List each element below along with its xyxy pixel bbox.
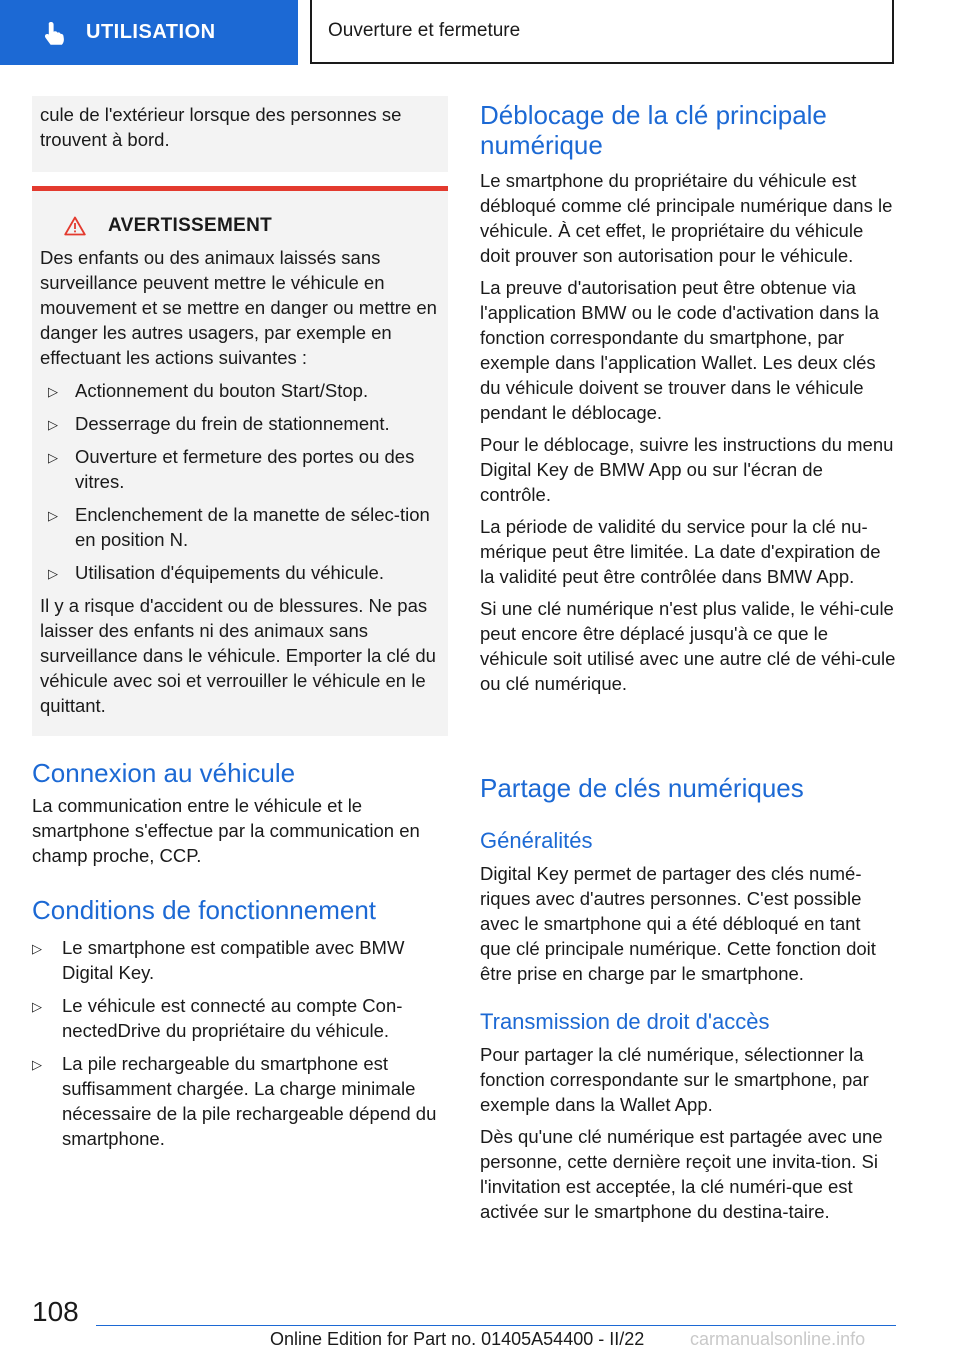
section-title: UTILISATION <box>86 21 216 43</box>
warning-header <box>40 215 440 237</box>
list-item: ▷ Utilisation d'équipements du véhicule. <box>48 562 384 583</box>
partage-section <box>480 773 896 1224</box>
chapter-header <box>310 0 894 64</box>
connexion-section <box>32 758 448 868</box>
paragraph: Le smartphone du propriétaire du véhicule est débloqué comme clé principale numérique dans le véhicule. À cet effet, le propriétaire du véhicule doit prouver son autorisation pour le véhicule. <box>480 170 893 266</box>
hand-pointer-icon <box>40 19 68 47</box>
warning-list <box>40 378 440 585</box>
list-item: ▷ Ouverture et fermeture des portes ou des vitres. <box>48 446 415 492</box>
transmission-heading: Transmission de droit d'accès <box>480 1009 770 1034</box>
chapter-title: Ouverture et fermeture <box>328 20 521 41</box>
generalites-text: Digital Key permet de partager des clés numé-riques avec d'autres personnes. C'est possible avec le smartphone qui a été débloqué en tant que clé principale numérique. Cette fonction doit être prise en charge par le smartphone. <box>480 863 876 984</box>
page-number: 108 <box>32 1296 79 1327</box>
paragraph: Pour partager la clé numérique, sélectionner la fonction correspondante sur le smartphone, par exemple dans la Wallet App. <box>480 1044 869 1115</box>
partage-heading: Partage de clés numériques <box>480 773 804 803</box>
paragraph: La preuve d'autorisation peut être obtenue via l'application BMW ou le code d'activation dans la fonction correspondante du smartphone, par exemple dans l'application Wallet. Les deux clés du véhicule doivent se trouver dans le véhicule pendant le déblocage. <box>480 277 879 423</box>
paragraph: Pour le déblocage, suivre les instructions du menu Digital Key de BMW App ou sur l'écran de contrôle. <box>480 434 894 505</box>
deblocage-section <box>480 100 896 696</box>
paragraph: Si une clé numérique n'est plus valide, le véhi-cule peut encore être déplacé jusqu'à ce que le véhicule soit utilisé avec une autre clé de véhi-cule ou clé numérique. <box>480 598 896 694</box>
conditions-heading: Conditions de fonctionnement <box>32 895 377 925</box>
connexion-heading: Connexion au véhicule <box>32 758 296 788</box>
warning-box <box>32 186 448 736</box>
deblocage-heading: Déblocage de la clé principale numérique <box>480 100 827 160</box>
continued-text-box <box>32 96 448 172</box>
list-item: ▷ Actionnement du bouton Start/Stop. <box>48 380 369 401</box>
list-item: ▷ Le véhicule est connecté au compte Con-nectedDrive du propriétaire du véhicule. <box>32 995 403 1041</box>
generalites-heading: Généralités <box>480 828 593 853</box>
list-item: ▷ Enclenchement de la manette de sélec-tion en position N. <box>48 504 430 550</box>
edition-text: Online Edition for Part no. 01405A54400 - II/22 <box>270 1329 645 1349</box>
warning-title: AVERTISSEMENT <box>108 215 273 236</box>
conditions-section <box>32 895 448 1159</box>
list-item: ▷ La pile rechargeable du smartphone est suffisamment chargée. La charge minimale nécessaire de la pile rechargeable dépend du smartphone. <box>32 1053 437 1149</box>
list-item: ▷ Le smartphone est compatible avec BMW Digital Key. <box>32 937 405 983</box>
footer-divider <box>96 1325 896 1326</box>
list-item: ▷ Desserrage du frein de stationnement. <box>48 413 390 434</box>
paragraph: La période de validité du service pour la clé nu-mérique peut être limitée. La date d'expiration de la validité peut être contrôlée dans BMW App. <box>480 516 881 587</box>
warning-outro: Il y a risque d'accident ou de blessures. Ne pas laisser des enfants ni des animaux sans surveillance dans le véhicule. Emporter la clé du véhicule avec soi et verrouiller le véhicule en le quittant. <box>40 595 436 716</box>
warning-triangle-icon <box>64 216 86 236</box>
continued-text: cule de l'extérieur lorsque des personnes se trouvent à bord. <box>40 104 402 150</box>
paragraph: Dès qu'une clé numérique est partagée avec une personne, cette dernière reçoit une invita-tion. Si l'invitation est acceptée, la clé numéri-que est activée sur le smartphone du destina-taire. <box>480 1126 883 1222</box>
connexion-text: La communication entre le véhicule et le smartphone s'effectue par la communication en champ proche, CCP. <box>32 795 420 866</box>
watermark: carmanualsonline.info <box>690 1329 866 1349</box>
section-tab <box>0 0 298 65</box>
warning-intro: Des enfants ou des animaux laissés sans surveillance peuvent mettre le véhicule en mouvement et se mettre en danger ou mettre en danger les autres usagers, par exemple en effectuant les actions suivantes : <box>40 247 437 368</box>
conditions-list <box>32 935 448 1151</box>
